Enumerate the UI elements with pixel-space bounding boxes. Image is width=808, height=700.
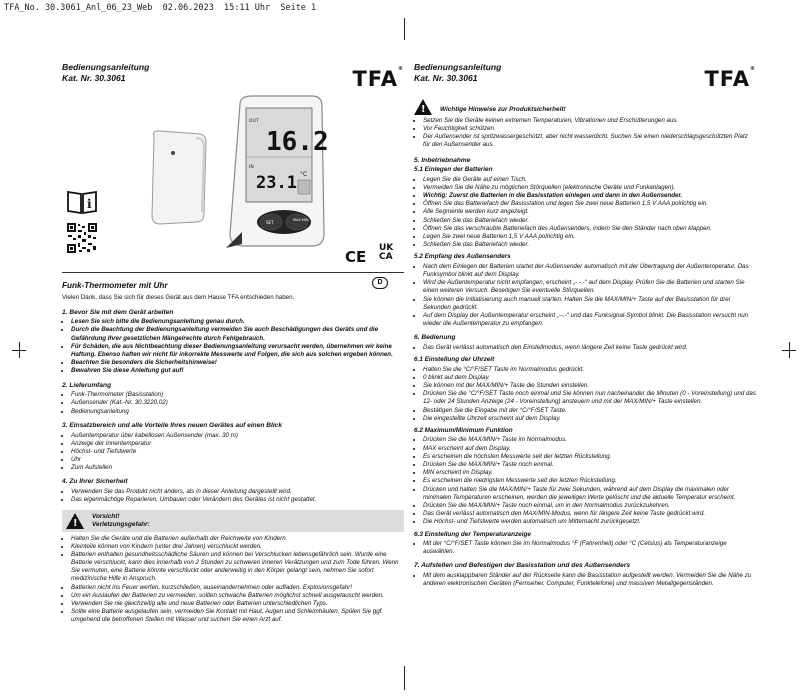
list-item: • Halten Sie die °C/°F/SET Taste im Normalmodus gedrückt. [423,366,756,374]
max-min-button[interactable] [286,214,308,230]
section-1-title: 1. Bevor Sie mit dem Gerät arbeiten [62,308,174,316]
section-1-list [62,318,404,375]
section-6-2-list [414,436,756,526]
list-item: • Das eigenmächtige Reparieren, Umbauen oder Verändern des Gerätes ist nicht gestattet. [71,496,404,504]
list-item: • Batterien nicht ins Feuer werfen, kurzschließen, auseinandernehmen oder aufladen. Explosionsgefahr! [71,584,404,592]
list-item: • Verwenden Sie nie gleichzeitig alte und neue Batterien oder Batterien unterschiedlichen Typs. [71,600,404,608]
list-item: • Mit dem ausklappbaren Ständer auf der Rückseite kann die Basisstation aufgestellt werden. Vermeiden Sie die Nähe zu anderen elektronischen Geräten (Fernseher, Computer, Funktelefone) und massiven Metallgegenständen. [423,572,756,588]
section-2-list [62,391,404,416]
list-item: • Bewahren Sie diese Anleitung gut auf! [71,367,404,375]
list-item: • Anzeige der Innentemperatur [71,440,404,448]
warning-triangle-icon [66,513,84,529]
list-item: • Alle Segmente werden kurz angezeigt. [423,208,756,216]
list-item: • MAX erscheint auf dem Display. [423,445,756,453]
list-item: • Schließen Sie das Batteriefach wieder. [423,217,756,225]
svg-text:i: i [87,197,92,212]
section-5-1-list [414,176,756,250]
product-safety-list [414,117,756,150]
qr-code-icon [66,222,98,254]
list-item: • Drücken und halten Sie die MAX/MIN/+ Taste für zwei Sekunden, während auf dem Display die maximalen oder minimalen Temperaturen erscheinen, werden die jeweiligen Werte gelöscht und die aktuelle Temperatur erscheint. [423,486,756,502]
manual-info-icon [66,188,98,214]
section-3-title: 3. Einsatzbereich und alle Vorteile Ihres neuen Gerätes auf einen Blick [62,421,282,429]
list-item: • Drücken Sie die MAX/MIN/+ Taste noch einmal, um in den Normalmodus zurückzukehren. [423,502,756,510]
list-item: • Sie können die Initialisierung auch manuell starten. Halten Sie die MAX/MIN/+ Taste auf der Basisstation für drei Sekunden gedrückt. [423,296,756,312]
list-item: • Auf dem Display der Außentemperatur erscheint „--.-“ und das Funksignal-Symbol blinkt. Die Basisstation versucht nun wieder die Außentemperatur zu empfangen. [423,312,756,328]
caution-box [62,510,404,532]
list-item: • Kleinteile können von Kindern (unter drei Jahren) verschluckt werden. [71,543,404,551]
list-item: • 0 blinkt auf dem Display. [423,374,756,382]
left-page [62,62,404,625]
list-item: • Öffnen Sie das verschraubte Batteriefach des Außensenders, indem Sie den Ständer nach oben klappen. [423,225,756,233]
section-6-3-list [414,540,756,556]
list-item: • Halten Sie die Geräte und die Batterien außerhalb der Reichweite von Kindern. [71,535,404,543]
product-title-row [62,273,404,289]
base-station-image [222,94,330,254]
ukca-mark [379,244,393,261]
section-6-2-title: 6.2 Maximum/Minimum Funktion [414,427,513,434]
set-button-label: SET [266,220,274,226]
intro-text: Vielen Dank, dass Sie sich für dieses Gerät aus dem Hause TFA entschieden haben. [62,294,295,302]
list-item: • Sie können mit der MAX/MIN/+ Taste die Stunden einstellen. [423,382,756,390]
list-item: • Wird die Außentemperatur nicht empfangen, erscheint „- -.-“ auf dem Display. Prüfen Sie die Batterien und starten Sie einen weiteren Versuch. Beseitigen Sie eventuelle Störquellen. [423,279,756,295]
section-6-list [414,344,756,352]
list-item: • Batterien enthalten gesundheitsschädliche Säuren und können bei Verschlucken lebensgefährlich sein. Wurde eine Batterie verschluckt, kann dies innerhalb von 2 Stunden zu schweren inneren Verätzungen und zum Tode führen. Wenn Sie vermuten, eine Batterie könnte verschluckt oder anderweitig in den Körper gelangt sein, nehmen Sie sofort medizinische Hilfe in Anspruch. [71,551,404,584]
section-6-1-list [414,366,756,423]
display-out-label: OUT [249,119,259,125]
product-safety-heading [414,98,756,114]
list-item: • Außensender (Kat.-Nr. 30.3220.02) [71,399,404,407]
list-item: • Um ein Auslaufen der Batterien zu vermeiden, sollten schwache Batterien möglichst schnell ausgetauscht werden. [71,592,404,600]
product-image-area [62,84,404,267]
ukca-line-1: UK [379,243,394,254]
ukca-line-2: CA [379,251,393,262]
section-6-title: 6. Bedienung [414,334,456,342]
list-item: • Bestätigen Sie die Eingabe mit der °C/°F/SET Taste. [423,407,756,415]
list-item: • Sollte eine Batterie ausgelaufen sein, vermeiden Sie Kontakt mit Haut, Augen und Schleimhäuten. Spülen Sie ggf. umgehend die betroffenen Stellen mit Wasser und suchen Sie einen Arzt auf. [71,608,404,624]
list-item: • Der Außensender ist spritzwassergeschützt, aber nicht wasserdicht. Suchen Sie einen niederschlagsgeschützten Platz für den Außensender aus. [423,133,756,149]
right-page [414,62,756,588]
list-item: • Schließen Sie das Batteriefach wieder. [423,241,756,249]
section-2-title: 2. Lieferumfang [62,381,112,389]
section-5-2-title: 5.2 Empfang des Außensenders [414,253,511,261]
crop-mark-bottom [404,666,405,690]
list-item: • Vor Feuchtigkeit schützen. [423,125,756,133]
section-4-title: 4. Zu Ihrer Sicherheit [62,478,128,486]
list-item: • Funk-Thermometer (Basisstation) [71,391,404,399]
crop-mark-top [404,18,405,40]
list-item: • MIN erscheint im Display. [423,469,756,477]
list-item: • Höchst- und Tiefstwerte [71,448,404,456]
file-header-line: TFA_No. 30.3061_Anl_06_23_Web 02.06.2023 15:11 Uhr Seite 1 [4,3,317,13]
left-title: Bedienungsanleitung [62,62,150,72]
list-item: • Setzen Sie die Geräte keinen extremen Temperaturen, Vibrationen und Erschütterungen aus. [423,117,756,125]
section-5-2-list [414,263,756,329]
list-item: • Die Höchst- und Tiefstwerte werden automatisch um Mitternacht zurückgesetzt. [423,518,756,526]
section-7-list [414,572,756,588]
display-in-value: 23.1 [256,173,297,194]
section-6-1-title: 6.1 Einstellung der Uhrzeit [414,356,495,364]
right-cat-no: Kat. Nr. 30.3061 [414,73,478,84]
caution-title: Vorsicht! [92,512,120,520]
list-item: • Drücken Sie die °C/°F/SET Taste noch einmal und Sie können nun nacheinander die Minuten (0 - Voreinstellung) und das 12- oder 24 Stunden Anzeige (24 - Voreinstellung) ansteuern und mit der MAX/MIN/+ Taste einstellen. [423,390,756,406]
list-item: • Das Gerät verlässt automatisch den MAX/MIN-Modus, wenn für längere Zeit keine Taste gedrückt wird. [423,510,756,518]
right-title: Bedienungsanleitung [414,62,502,72]
list-item: • Lesen Sie sich bitte die Bedienungsanleitung genau durch. [71,318,404,326]
list-item: • Vermeiden Sie die Nähe zu möglichen Störquellen (elektronische Geräte und Funkanlagen). [423,184,756,192]
display-in-unit: °C [300,171,308,179]
section-5-title: 5. Inbetriebnahme [414,156,471,164]
list-item: • Bedienungsanleitung [71,408,404,416]
list-item: • Drücken Sie die MAX/MIN/+ Taste im Normalmodus. [423,436,756,444]
list-item: • Wichtig: Zuerst die Batterien in die Basisstation einlegen und dann in den Außensender. [423,192,756,200]
section-7-title: 7. Aufstellen und Befestigen der Basisstation und des Außensenders [414,562,631,570]
ce-mark: CE [345,248,367,267]
list-item: • Legen Sie zwei neue Batterien 1,5 V AAA polrichtig ein. [423,233,756,241]
product-title: Funk-Thermometer mit Uhr [62,281,168,291]
list-item: • Das Gerät verlässt automatisch den Einstellmodus, wenn längere Zeit keine Taste gedrückt wird. [423,344,756,352]
section-5-1-title: 5.1 Einlegen der Batterien [414,166,493,174]
left-cat-no: Kat. Nr. 30.3061 [62,73,126,84]
tfa-logo: TFA® [352,66,404,91]
crop-mark-right-v [789,342,790,358]
crop-mark-left-v [19,342,20,358]
section-4-list [62,488,404,504]
list-item: • Legen Sie die Geräte auf einen Tisch. [423,176,756,184]
list-item: • Durch die Beachtung der Bedienungsanleitung vermeiden Sie auch Beschädigungen des Geräts und die Gefährdung Ihrer gesetzlichen Mängelrechte durch Fehlgebrauch. [71,326,404,342]
display-out-value: 16.2 [266,127,329,158]
max-min-button-label: MAX MIN [293,218,309,223]
list-item: • Die eingestellte Uhrzeit erscheint auf dem Display. [423,415,756,423]
caution-subtitle: Verletzungsgefahr: [92,520,150,528]
list-item: • Zum Aufstellen [71,464,404,472]
tfa-logo-right: TFA® [704,66,756,91]
list-item: • Nach dem Einlegen der Batterien startet der Außensender automatisch mit der Übertragung der Außentemperatur. Das Funksymbol blinkt auf dem Display. [423,263,756,279]
list-item: • Für Schäden, die aus Nichtbeachtung dieser Bedienungsanleitung verursacht werden, übernehmen wir keine Haftung. Ebenso haften wir nicht für inkorrekte Messwerte und Folgen, die sich aus solchen ergeben können. [71,343,404,359]
section-6-3-title: 6.3 Einstellung der Temperaturanzeige [414,530,531,538]
display-in-label: IN [249,165,254,171]
list-item: • Verwenden Sie das Produkt nicht anders, als in dieser Anleitung dargestellt wird. [71,488,404,496]
list-item: • Drücken Sie die MAX/MIN/+ Taste noch einmal. [423,461,756,469]
list-item: • Außentemperatur über kabellosen Außensender (max. 30 m) [71,432,404,440]
product-safety-title: Wichtige Hinweise zur Produktsicherheit! [440,106,566,114]
language-badge: D [372,277,388,289]
list-item: • Es erscheinen die niedrigsten Messwerte seit der letzten Rückstellung. [423,477,756,485]
warning-triangle-icon [414,99,432,115]
list-item: • Öffnen Sie das Batteriefach der Basisstation und legen Sie zwei neue Batterien 1,5 V AAA polrichtig ein. [423,200,756,208]
section-3-list [62,432,404,473]
list-item: • Mit der °C/°F/SET Taste können Sie im Normalmodus °F (Fahrenheit) oder °C (Celsius) als Temperaturanzeige auswählen. [423,540,756,556]
list-item: • Es erscheinen die höchsten Messwerte seit der letzten Rückstellung. [423,453,756,461]
list-item: • Uhr [71,456,404,464]
outdoor-sensor-image [142,128,212,228]
caution-list [62,535,404,625]
list-item: • Beachten Sie besonders die Sicherheitshinweise! [71,359,404,367]
